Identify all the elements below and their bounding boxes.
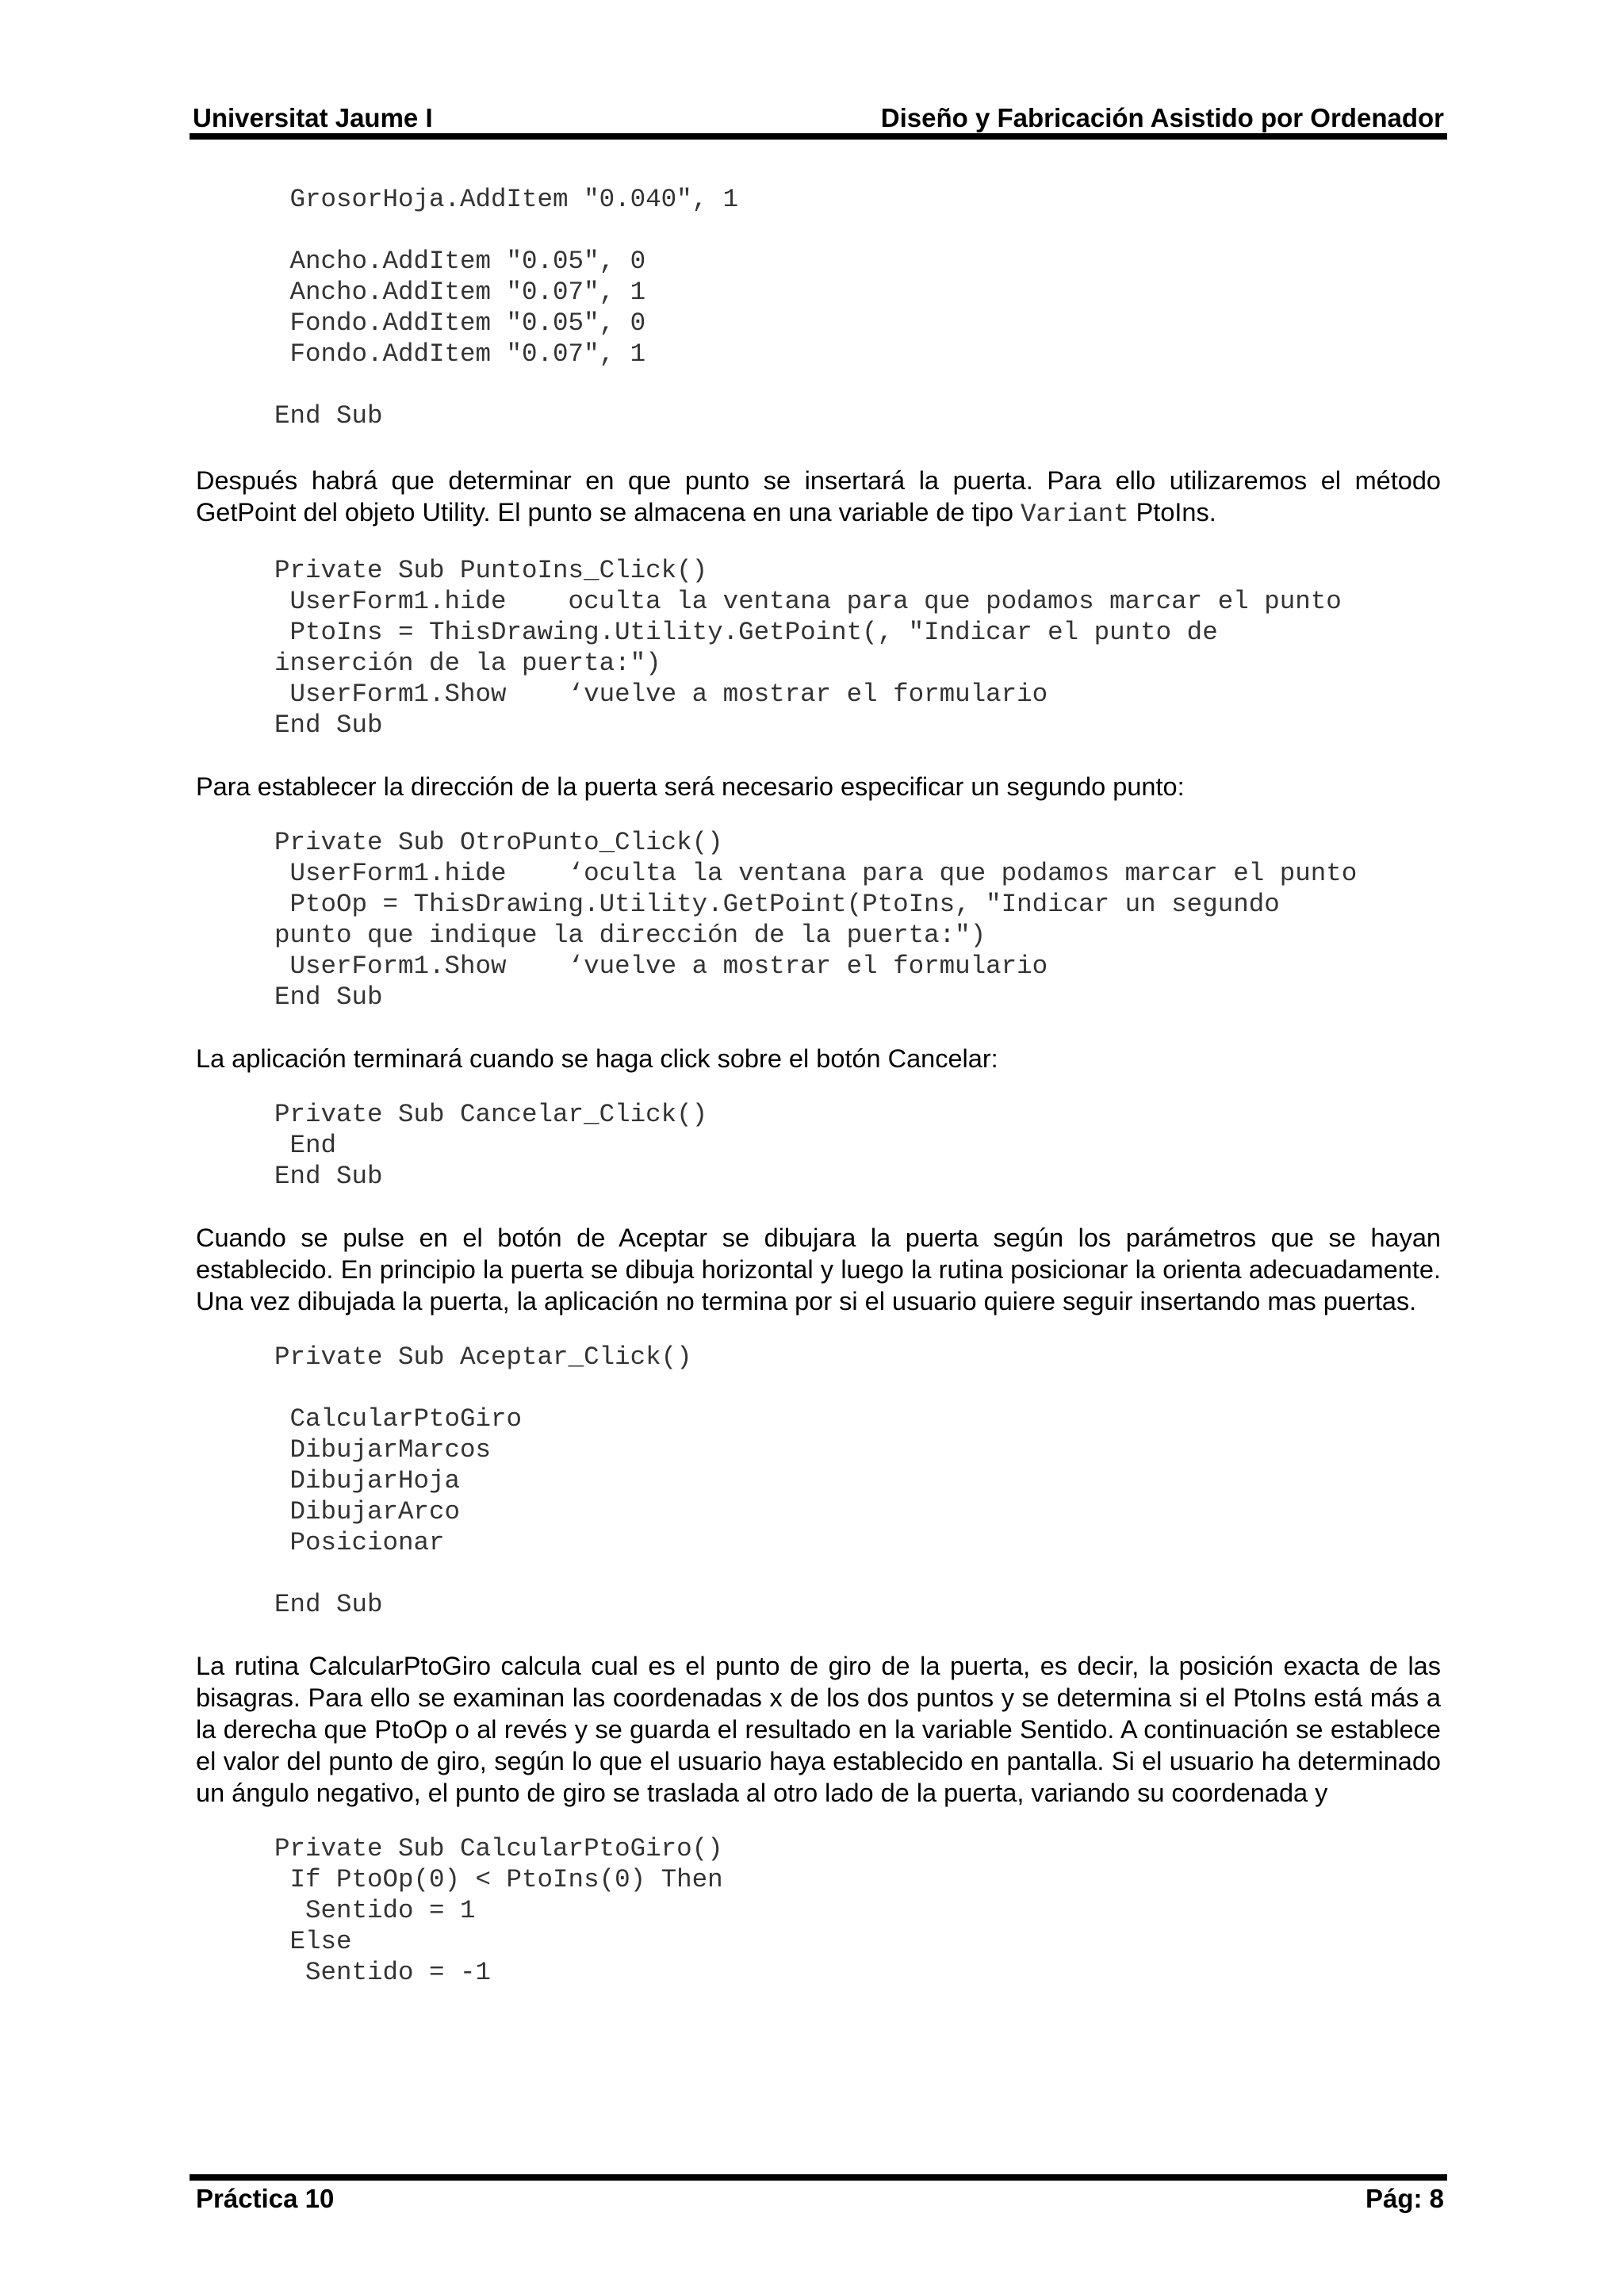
code-line: PtoOp = ThisDrawing.Utility.GetPoint(PtoIns, "Indicar un segundo — [274, 890, 1280, 919]
code-line: UserForm1.hide ‘oculta la ventana para que podamos marcar el punto — [274, 859, 1358, 888]
code-block-calcularptogiro — [196, 1833, 1441, 1988]
code-line: End — [274, 1131, 337, 1160]
code-line: End Sub — [274, 1590, 383, 1619]
code-line: Ancho.AddItem "0.07", 1 — [274, 278, 646, 307]
paragraph-cancelar: La aplicación terminará cuando se haga click sobre el botón Cancelar: — [196, 1044, 998, 1073]
code-line: Ancho.AddItem "0.05", 0 — [274, 247, 646, 276]
code-line: Private Sub Aceptar_Click() — [274, 1342, 692, 1372]
code-line: UserForm1.Show ‘vuelve a mostrar el formulario — [274, 680, 1048, 709]
code-line: End Sub — [274, 710, 383, 740]
code-line: PtoIns = ThisDrawing.Utility.GetPoint(, "Indicar el punto de — [274, 618, 1218, 647]
code-block-otropunto-click — [196, 827, 1441, 1013]
page-number: Pág: 8 — [1365, 2184, 1444, 2213]
code-line: punto que indique la dirección de la puerta:") — [274, 921, 986, 950]
code-line: Sentido = 1 — [274, 1896, 476, 1925]
code-line: Private Sub OtroPunto_Click() — [274, 828, 723, 857]
code-block-aceptar-click — [196, 1342, 1441, 1620]
page-content — [196, 184, 1441, 1988]
header-institution: Universitat Jaume I — [193, 103, 433, 132]
code-line — [274, 1373, 1441, 1404]
inline-code-variant: Variant — [1021, 500, 1129, 529]
code-line: UserForm1.Show ‘vuelve a mostrar el formulario — [274, 952, 1048, 981]
code-block-puntoins-click — [196, 555, 1441, 741]
code-line — [274, 215, 1441, 246]
code-block-form-initialize — [196, 184, 1441, 431]
footer-rule — [190, 2174, 1447, 2181]
code-line: Fondo.AddItem "0.05", 0 — [274, 308, 646, 338]
footer-practice-label: Práctica 10 — [196, 2184, 335, 2213]
code-line: Posicionar — [274, 1528, 445, 1557]
paragraph-getpoint — [196, 465, 1441, 530]
paragraph-segundo-punto: Para establecer la dirección de la puerta será necesario especificar un segundo punto: — [196, 772, 1185, 801]
code-line: End Sub — [274, 982, 383, 1012]
code-line: End Sub — [274, 1162, 383, 1191]
code-line: DibujarHoja — [274, 1466, 461, 1496]
code-line: Private Sub Cancelar_Click() — [274, 1100, 708, 1129]
paragraph-aceptar: Cuando se pulse en el botón de Aceptar se dibujara la puerta según los parámetros que se hayan establecido. En principio la puerta se dibuja horizontal y luego la rutina posicionar la orienta adecuadamente. Una vez dibujada la puerta, la aplicación no termina por si el usuario quiere seguir insertando mas puertas. — [196, 1224, 1441, 1316]
code-line: Private Sub CalcularPtoGiro() — [274, 1834, 723, 1863]
paragraph-calcularptogiro: La rutina CalcularPtoGiro calcula cual es el punto de giro de la puerta, es decir, la posición exacta de las bisagras. Para ello se examinan las coordenadas x de los dos puntos y se determina si el PtoIns está más a la derecha que PtoOp o al revés y se guarda el resultado en la variable Sentido. A continuación se establece el valor del punto de giro, según lo que el usuario haya establecido en pantalla. Si el usuario ha determinado un ángulo negativo, el punto de giro se traslada al otro lado de la puerta, variando su coordenada y — [196, 1652, 1441, 1807]
header-course-title: Diseño y Fabricación Asistido por Ordenador — [880, 103, 1444, 132]
code-line: CalcularPtoGiro — [274, 1404, 523, 1434]
code-line: UserForm1.hide oculta la ventana para que podamos marcar el punto — [274, 587, 1342, 616]
code-line: If PtoOp(0) < PtoIns(0) Then — [274, 1865, 723, 1894]
code-line: Else — [274, 1927, 352, 1956]
code-line: inserción de la puerta:") — [274, 649, 661, 678]
code-line: End Sub — [274, 401, 383, 431]
code-line — [274, 370, 1441, 400]
page-footer — [196, 2181, 1444, 2217]
code-line: Sentido = -1 — [274, 1958, 492, 1987]
code-line: DibujarMarcos — [274, 1435, 492, 1465]
code-line: Fondo.AddItem "0.07", 1 — [274, 339, 646, 369]
code-line: GrosorHoja.AddItem "0.040", 1 — [274, 185, 739, 214]
code-line: Private Sub PuntoIns_Click() — [274, 556, 708, 585]
page-header — [193, 94, 1444, 133]
code-line — [274, 1558, 1441, 1589]
paragraph-getpoint-text: Después habrá que determinar en que punto se insertará la puerta. Para ello utilizaremos el método GetPoint del objeto Utility. El punto se almacena en una variable de tipo — [196, 466, 1441, 527]
header-rule — [190, 133, 1447, 140]
code-block-cancelar-click — [196, 1099, 1441, 1192]
code-line: DibujarArco — [274, 1497, 461, 1526]
paragraph-getpoint-end: PtoIns. — [1128, 498, 1216, 527]
